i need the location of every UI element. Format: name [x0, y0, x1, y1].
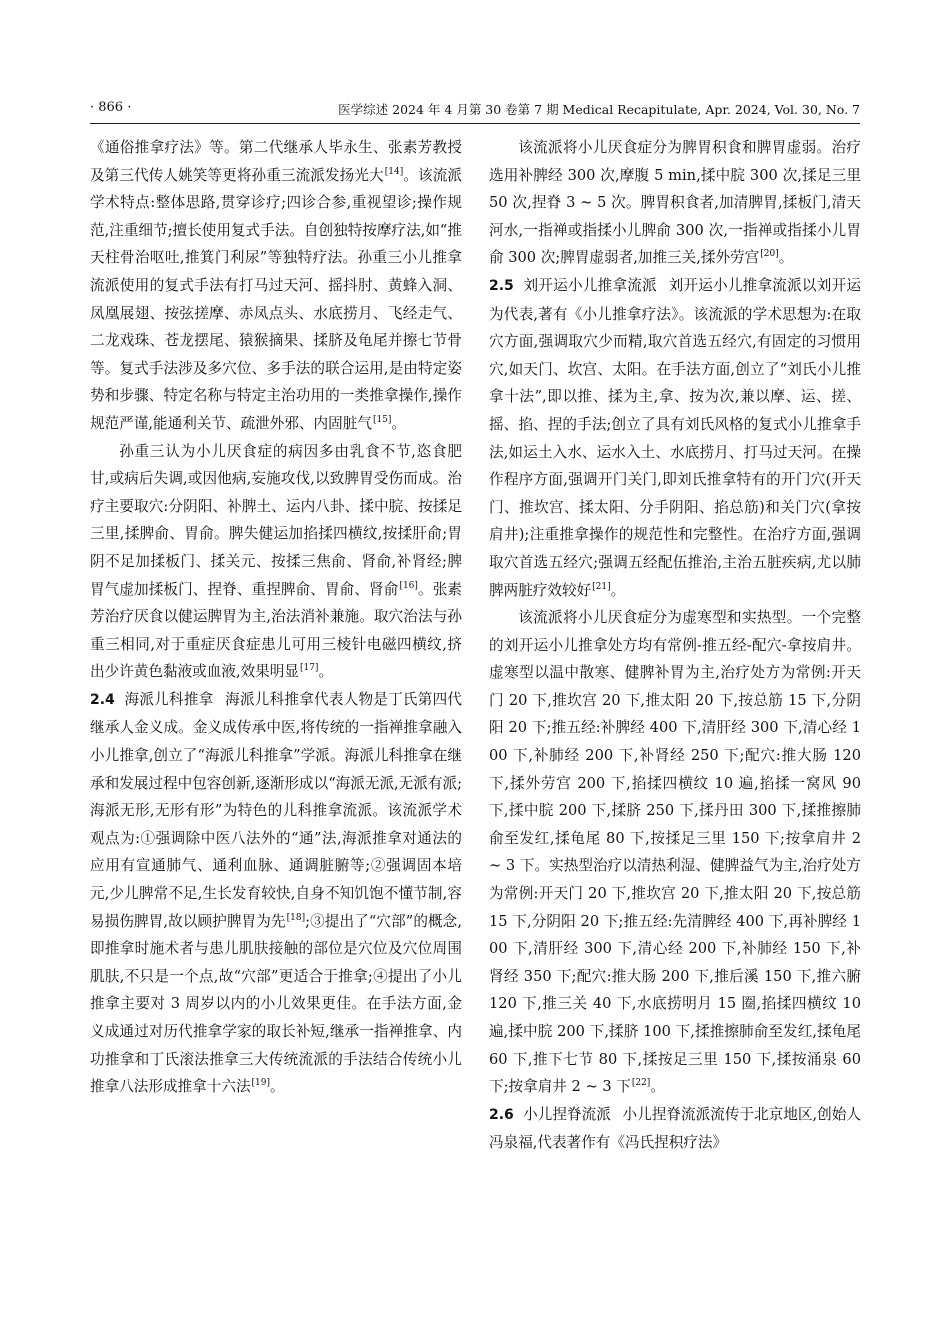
journal-citation-line: 医学综述 2024 年 4 月第 30 卷第 7 期 Medical Recapitulate, Apr. 2024, Vol. 30, No. 7: [338, 102, 860, 117]
paragraph: 该流派将小儿厌食症分为虚寒型和实热型。一个完整的刘开运小儿推拿处方均有常例-推五经-配穴-拿按肩井。虚寒型以温中散寒、健脾补胃为主,治疗处方为常例:开天门 20 下,推坎宫 20 下,推太阳 20 下,按总筋 15 下,分阴阳 20 下;推五经:补脾经 400 下,清肝经 300 下,清心经 100 下,补肺经 200 下,补肾经 250 下;配穴:推大肠 120 下,揉外劳宫 200 下,掐揉四横纹 10 遍,掐揉一窝风 90 下,揉中脘 200 下,揉脐 250 下,揉丹田 300 下,揉推擦肺俞至发红,揉龟尾 80 下,按揉足三里 150 下;按拿肩井 2 ~ 3 下。实热型治疗以清热利湿、健脾益气为主,治疗处方为常例:开天门 20 下,推坎宫 20 下,推太阳 20 下,按总筋 15 下,分阴阳 20 下;推五经:先清脾经 400 下,再补脾经 100 下,清肝经 300 下,清心经 200 下,补肺经 150 下,补肾经 350 下;配穴:推大肠 200 下,推后溪 150 下,推六腑 120 下,推三关 40 下,水底捞明月 15 圈,掐揉四横纹 10 遍,揉中脘 200 下,揉脐 100 下,揉推擦肺俞至发红,揉龟尾 60 下,推下七节 80 下,揉按足三里 150 下,揉按涌泉 60 下;按拿肩井 2 ~ 3 下[22]。: [489, 609, 861, 1096]
section-2-6: 2.6 小儿捏脊流派 小儿捏脊流派流传于北京地区,创始人冯泉福,代表著作有《冯氏捏积疗法》: [489, 1105, 861, 1152]
right-column: [489, 134, 861, 1157]
paragraph-continuation: 《通俗推拿疗法》等。第二代继承人毕永生、张素芳教授及第三代传人姚笑等更将孙重三流派发扬光大[14]。该流派学术特点:整体思路,贯穿诊疗;四诊合参,重视望诊;操作规范,注重细节;擅长使用复式手法。自创独特按摩疗法,如“推天柱骨治呕吐,推箕门利尿”等独特疗法。孙重三小儿推拿流派使用的复式手法有打马过天河、摇抖肘、黄蜂入洞、凤凰展翅、按弦搓摩、赤凤点头、水底捞月、飞经走气、二龙戏珠、苍龙摆尾、猿猴摘果、揉脐及龟尾并擦七节骨等。复式手法涉及多穴位、多手法的联合运用,是由特定姿势和步骤、特定名称与特定主治功用的一类推拿操作,操作规范严谨,能通利关节、疏泄外邪、内固脏气[15]。: [90, 139, 462, 432]
section-title: 刘开运小儿推拿流派: [523, 276, 657, 294]
citation-ref[interactable]: [18]: [286, 912, 306, 923]
section-number: 2.6: [489, 1106, 514, 1123]
section-title: 海派儿科推拿: [124, 690, 214, 708]
running-header: [90, 100, 860, 122]
citation-ref[interactable]: [14]: [384, 166, 404, 177]
citation-ref[interactable]: [21]: [592, 581, 611, 592]
section-2-5: 2.5 刘开运小儿推拿流派 刘开运小儿推拿流派以刘开运为代表,著有《小儿推拿疗法》。该流派的学术思想为:在取穴方面,强调取穴少而精,取穴首选五经穴,有固定的习惯用穴,如天门、坎宫、太阳。在手法方面,创立了“刘氏小儿推拿十法”,即以推、揉为主,拿、按为次,兼以摩、运、搓、摇、掐、捏的手法;创立了具有刘氏风格的复式小儿推拿手法,如运土入水、运水入土、水底捞月、打马过天河。在操作程序方面,强调开门关门,即刘氏推拿特有的开门穴(开天门、推坎宫、揉太阳、分手阴阳、掐总筋)和关门穴(拿按肩井);注重推拿操作的规范性和完整性。在治疗方面,强调取穴首选五经穴;强调五经配伍推治,主治五脏疾病,尤以肺脾两脏疗效较好[21]。: [489, 276, 861, 599]
citation-ref[interactable]: [16]: [399, 580, 418, 591]
section-number: 2.5: [489, 277, 514, 294]
header-rule: [90, 123, 860, 124]
section-number: 2.4: [90, 691, 115, 708]
section-title: 小儿捏脊流派: [523, 1105, 611, 1123]
section-2-4: 2.4 海派儿科推拿 海派儿科推拿代表人物是丁氏第四代继承人金义成。金义成传承中医,将传统的一指禅推拿融入小儿推拿,创立了“海派儿科推拿”学派。海派儿科推拿在继承和发展过程中包容创新,逐渐形成以“海派无派,无派有派;海派无形,无形有形”为特色的儿科推拿流派。该流派学术观点为:①强调除中医八法外的“通”法,海派推拿对通法的应用有宣通肺气、通利血脉、通调脏腑等;②强调固本培元,少儿脾常不足,生长发育较快,自身不知饥饱不懂节制,容易损伤脾胃,故以顾护脾胃为先[18];③提出了“穴部”的概念,即推拿时施术者与患儿肌肤接触的部位是穴位及穴位周围肌肤,不只是一个点,故“穴部”更适合于推拿;④提出了小儿推拿主要对 3 周岁以内的小儿效果更佳。在手法方面,金义成通过对历代推拿学家的取长补短,继承一指禅推拿、内功推拿和丁氏滚法推拿三大传统流派的手法结合传统小儿推拿八法形成推拿十六法[19]。: [90, 690, 463, 1096]
citation-ref[interactable]: [15]: [372, 414, 392, 425]
citation-ref[interactable]: [22]: [631, 1078, 651, 1089]
paragraph: 孙重三认为小儿厌食症的病因多由乳食不节,恣食肥甘,或病后失调,或因他病,妄施攻伐,以致脾胃受伤而成。治疗主要取穴:分阴阳、补脾土、运内八卦、揉中脘、按揉足三里,揉脾俞、胃俞。脾失健运加掐揉四横纹,按揉肝俞;胃阴不足加揉板门、揉关元、按揉三焦俞、肾俞,补肾经;脾胃气虚加揉板门、捏脊、重捏脾俞、胃俞、肾俞[16]。张素芳治疗厌食以健运脾胃为主,治法消补兼施。取穴治法与孙重三相同,对于重症厌食症患儿可用三棱针电磁四横纹,挤出少许黄色黏液或血液,效果明显[17]。: [90, 442, 462, 681]
citation-ref[interactable]: [17]: [299, 663, 319, 674]
paragraph: 该流派将小儿厌食症分为脾胃积食和脾胃虚弱。治疗选用补脾经 300 次,摩腹 5 min,揉中脘 300 次,揉足三里 50 次,捏脊 3 ~ 5 次。脾胃积食者,加清脾胃,揉板门,清天河水,一指禅或指揉小儿脾俞 300 次,一指禅或指揉小儿胃俞 300 次;脾胃虚弱者,加推三关,揉外劳宫[20]。: [489, 139, 861, 267]
citation-ref[interactable]: [19]: [251, 1078, 271, 1089]
citation-ref[interactable]: [20]: [760, 249, 779, 260]
left-column: [90, 134, 462, 1101]
page-number: · 866 ·: [90, 100, 132, 115]
